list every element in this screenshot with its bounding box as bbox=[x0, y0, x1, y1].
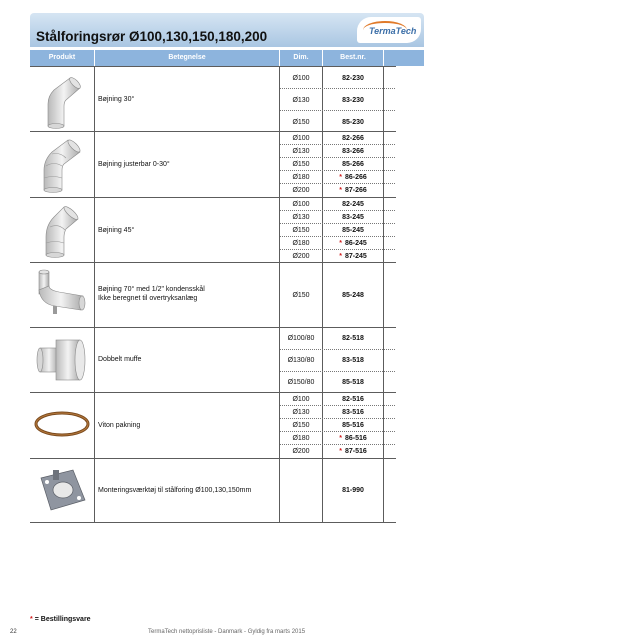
dim-value: Ø130 bbox=[292, 409, 310, 416]
bestnr-value: 82-518 bbox=[342, 335, 364, 342]
dim-value: Ø200 bbox=[292, 448, 310, 455]
termatech-logo bbox=[357, 17, 421, 43]
star-marker: * bbox=[339, 448, 342, 455]
bestnr-value: 82-266 bbox=[342, 135, 364, 142]
bestnr-value-starred: * 87-245 bbox=[339, 253, 367, 260]
dim-value: Ø130/80 bbox=[287, 357, 315, 364]
star-marker: * bbox=[339, 435, 342, 442]
dim-value: Ø100 bbox=[292, 135, 310, 142]
pipe-bend-30-icon bbox=[34, 74, 90, 130]
product-name-line2: Ikke beregnet til overtryksanlæg bbox=[98, 295, 198, 302]
dim-value: Ø150 bbox=[292, 119, 310, 126]
star-marker: * bbox=[339, 187, 342, 194]
bestnr-value: 85-245 bbox=[342, 227, 364, 234]
product-name: Viton pakning bbox=[98, 422, 141, 429]
column-header-produkt: Produkt bbox=[30, 50, 94, 66]
page-number: 22 bbox=[10, 629, 17, 635]
dim-value: Ø200 bbox=[292, 253, 310, 260]
column-header-bestnr: Best.nr. bbox=[323, 50, 383, 66]
footer-legend: * = Bestillingsvare bbox=[30, 616, 91, 623]
bestnr-value: 85-518 bbox=[342, 379, 364, 386]
dim-value: Ø150 bbox=[292, 227, 310, 234]
star-marker: * bbox=[339, 174, 342, 181]
dim-value: Ø180 bbox=[292, 174, 310, 181]
bestnr-value-starred: * 86-245 bbox=[339, 240, 367, 247]
bestnr-value: 83-518 bbox=[342, 357, 364, 364]
bestnr-value: 83-266 bbox=[342, 148, 364, 155]
dim-value: Ø150 bbox=[292, 292, 310, 299]
dim-value: Ø150/80 bbox=[287, 379, 315, 386]
star-marker: * bbox=[30, 616, 33, 623]
dim-value: Ø100/80 bbox=[287, 335, 315, 342]
bestnr-value: 83-230 bbox=[342, 97, 364, 104]
viton-gasket-icon bbox=[34, 404, 90, 444]
dim-value: Ø200 bbox=[292, 187, 310, 194]
double-sleeve-icon bbox=[34, 334, 90, 386]
dim-value: Ø150 bbox=[292, 422, 310, 429]
dim-value: Ø100 bbox=[292, 201, 310, 208]
bestnr-value: 85-230 bbox=[342, 119, 364, 126]
dim-value: Ø100 bbox=[292, 396, 310, 403]
product-name: Dobbelt muffe bbox=[98, 356, 142, 363]
bestnr-value-starred: * 87-266 bbox=[339, 187, 367, 194]
pipe-bend-adjustable-icon bbox=[34, 138, 90, 194]
logo-text: TermaTech bbox=[369, 26, 417, 36]
page-header bbox=[30, 13, 424, 47]
bestnr-value: 82-230 bbox=[342, 75, 364, 82]
page-title: Stålforingsrør Ø100,130,150,180,200 bbox=[36, 29, 268, 44]
product-name: Bøjning 45° bbox=[98, 227, 135, 234]
footer-text: TermaTech nettoprisliste - Danmark - Gyldig fra marts 2015 bbox=[148, 629, 306, 635]
bestnr-value: 85-516 bbox=[342, 422, 364, 429]
bestnr-value: 85-266 bbox=[342, 161, 364, 168]
bestnr-value: 83-245 bbox=[342, 214, 364, 221]
dim-value: Ø100 bbox=[292, 75, 310, 82]
column-header-betegnelse: Betegnelse bbox=[95, 50, 279, 66]
product-name: Monteringsværktøj til stålforing Ø100,130,150mm bbox=[98, 487, 252, 494]
bestnr-value-starred: * 87-516 bbox=[339, 448, 367, 455]
dim-value: Ø130 bbox=[292, 148, 310, 155]
mounting-tool-icon bbox=[35, 464, 89, 516]
bestnr-value: 81-990 bbox=[342, 487, 364, 494]
bestnr-value: 85-248 bbox=[342, 292, 364, 299]
column-header-blank bbox=[384, 50, 424, 66]
column-header-dim: Dim. bbox=[280, 50, 322, 66]
bestnr-value: 83-516 bbox=[342, 409, 364, 416]
pipe-bend-70-icon bbox=[33, 268, 91, 322]
product-name: Bøjning 30° bbox=[98, 96, 135, 103]
bestnr-value-starred: * 86-266 bbox=[339, 174, 367, 181]
dim-value: Ø130 bbox=[292, 97, 310, 104]
dim-value: Ø180 bbox=[292, 240, 310, 247]
product-name: Bøjning justerbar 0-30° bbox=[98, 161, 170, 168]
dim-value: Ø130 bbox=[292, 214, 310, 221]
bestnr-value: 82-516 bbox=[342, 396, 364, 403]
bestnr-value: 82-245 bbox=[342, 201, 364, 208]
product-name-line1: Bøjning 70° med 1/2" kondensskål bbox=[98, 286, 205, 293]
pipe-bend-45-icon bbox=[34, 203, 90, 259]
dim-value: Ø180 bbox=[292, 435, 310, 442]
star-marker: * bbox=[339, 253, 342, 260]
star-marker: * bbox=[339, 240, 342, 247]
bestnr-value-starred: * 86-516 bbox=[339, 435, 367, 442]
dim-value: Ø150 bbox=[292, 161, 310, 168]
